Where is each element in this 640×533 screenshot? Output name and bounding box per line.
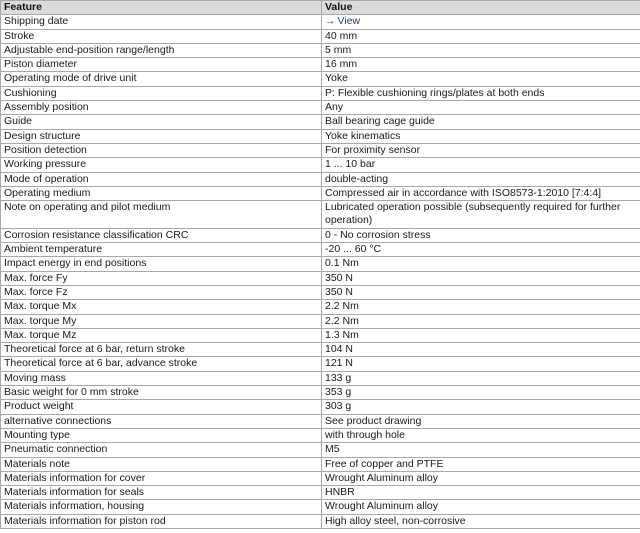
feature-cell: Adjustable end-position range/length [1,43,322,57]
value-cell: 350 N [322,285,640,299]
spec-table-body [1,15,640,529]
shipping-date-view-link[interactable] [325,15,360,27]
feature-cell: Guide [1,115,322,129]
feature-cell: alternative connections [1,414,322,428]
value-cell: 5 mm [322,43,640,57]
table-row [1,72,640,86]
arrow-right-icon: → [325,15,336,28]
value-cell: For proximity sensor [322,143,640,157]
view-link-label[interactable]: View [337,15,361,28]
value-cell: 303 g [322,400,640,414]
feature-cell: Pneumatic connection [1,443,322,457]
feature-cell: Materials information for seals [1,486,322,500]
feature-cell: Basic weight for 0 mm stroke [1,386,322,400]
table-row [1,201,640,229]
table-row [1,86,640,100]
table-row [1,300,640,314]
feature-column-header: Feature [1,1,322,15]
table-row [1,115,640,129]
feature-cell: Mounting type [1,428,322,442]
table-row [1,400,640,414]
value-column-header: Value [322,1,640,15]
table-row [1,328,640,342]
value-cell: Yoke kinematics [322,129,640,143]
feature-cell: Theoretical force at 6 bar, return stroke [1,343,322,357]
feature-cell: Ambient temperature [1,243,322,257]
table-row [1,314,640,328]
table-row [1,471,640,485]
table-row [1,58,640,72]
table-row [1,158,640,172]
value-cell: Wrought Aluminum alloy [322,471,640,485]
value-cell: Yoke [322,72,640,86]
table-row [1,29,640,43]
feature-cell: Design structure [1,129,322,143]
table-row [1,486,640,500]
feature-cell: Materials information, housing [1,500,322,514]
table-row [1,457,640,471]
value-cell: 353 g [322,386,640,400]
table-row [1,257,640,271]
value-cell: 1.3 Nm [322,328,640,342]
feature-cell: Max. force Fy [1,271,322,285]
table-row [1,500,640,514]
feature-cell: Materials information for piston rod [1,514,322,528]
table-row [1,172,640,186]
feature-cell: Operating medium [1,186,322,200]
feature-cell: Piston diameter [1,58,322,72]
feature-cell: Impact energy in end positions [1,257,322,271]
value-cell: -20 ... 60 °C [322,243,640,257]
table-row [1,514,640,528]
feature-cell: Stroke [1,29,322,43]
value-cell: HNBR [322,486,640,500]
table-row [1,129,640,143]
value-cell: 1 ... 10 bar [322,158,640,172]
table-row [1,101,640,115]
feature-cell: Materials information for cover [1,471,322,485]
feature-cell: Corrosion resistance classification CRC [1,228,322,242]
feature-cell: Assembly position [1,101,322,115]
table-row [1,228,640,242]
value-cell: 16 mm [322,58,640,72]
table-row [1,186,640,200]
table-row [1,414,640,428]
table-row [1,143,640,157]
value-cell: Wrought Aluminum alloy [322,500,640,514]
table-row [1,43,640,57]
feature-cell: Materials note [1,457,322,471]
value-cell: double-acting [322,172,640,186]
value-cell: Free of copper and PTFE [322,457,640,471]
table-row [1,15,640,29]
value-cell: 104 N [322,343,640,357]
table-row [1,357,640,371]
value-cell: See product drawing [322,414,640,428]
value-cell: 2.2 Nm [322,314,640,328]
value-cell: Compressed air in accordance with ISO8573-1:2010 [7:4:4] [322,186,640,200]
table-row [1,243,640,257]
value-cell: 0.1 Nm [322,257,640,271]
feature-cell: Theoretical force at 6 bar, advance stroke [1,357,322,371]
value-cell: 121 N [322,357,640,371]
table-row [1,443,640,457]
value-cell: 40 mm [322,29,640,43]
value-cell: Ball bearing cage guide [322,115,640,129]
feature-cell: Product weight [1,400,322,414]
feature-cell: Max. torque Mx [1,300,322,314]
feature-cell: Max. torque My [1,314,322,328]
table-row [1,285,640,299]
value-cell: Lubricated operation possible (subsequently required for further operation) [322,201,640,229]
feature-cell: Moving mass [1,371,322,385]
value-cell[interactable] [322,15,640,29]
feature-cell: Position detection [1,143,322,157]
feature-cell: Max. force Fz [1,285,322,299]
table-row [1,271,640,285]
value-cell: Any [322,101,640,115]
header-row [1,1,640,15]
feature-cell: Operating mode of drive unit [1,72,322,86]
feature-cell: Mode of operation [1,172,322,186]
feature-cell: Shipping date [1,15,322,29]
value-cell: with through hole [322,428,640,442]
table-row [1,428,640,442]
table-row [1,343,640,357]
value-cell: P: Flexible cushioning rings/plates at both ends [322,86,640,100]
value-cell: 2.2 Nm [322,300,640,314]
feature-cell: Max. torque Mz [1,328,322,342]
value-cell: 350 N [322,271,640,285]
value-cell: High alloy steel, non-corrosive [322,514,640,528]
value-cell: M5 [322,443,640,457]
table-row [1,371,640,385]
feature-cell: Note on operating and pilot medium [1,201,322,229]
value-cell: 0 - No corrosion stress [322,228,640,242]
feature-cell: Working pressure [1,158,322,172]
feature-cell: Cushioning [1,86,322,100]
value-cell: 133 g [322,371,640,385]
table-row [1,386,640,400]
